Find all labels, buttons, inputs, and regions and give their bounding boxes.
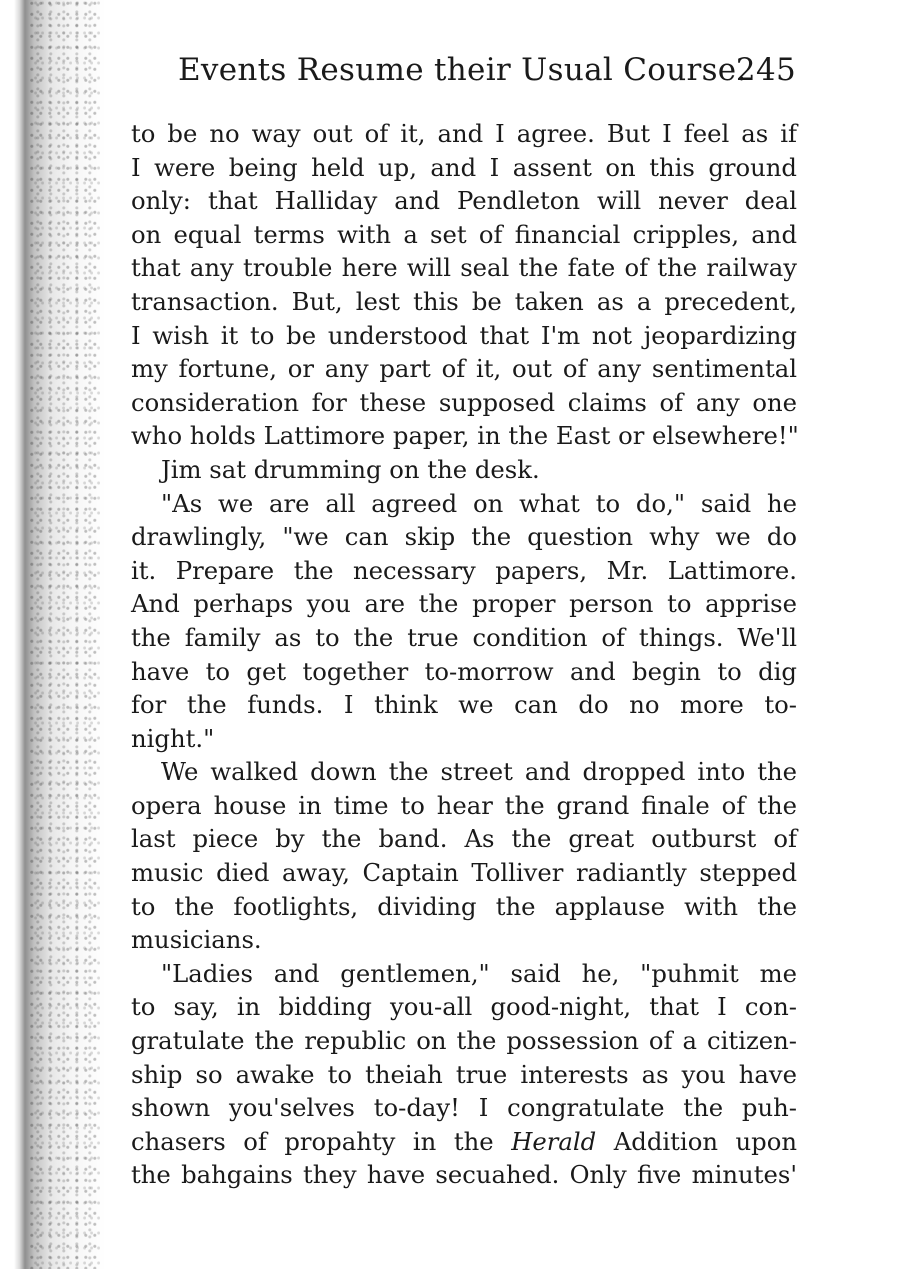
text-line: We walked down the street and dropped into the — [161, 757, 797, 787]
text-line: consideration for these supposed claims of any one — [131, 387, 797, 417]
text-line: I wish it to be understood that I'm not jeopardizing — [131, 320, 797, 350]
text-line: only: that Halliday and Pendleton will never deal — [131, 186, 797, 216]
page-gutter-speckle — [30, 0, 100, 1269]
text-line: on equal terms with a set of financial cripples, and — [131, 219, 797, 249]
text-line: music died away, Captain Tolliver radiantly stepped — [131, 858, 797, 888]
newspaper-name: Herald — [511, 1126, 597, 1156]
text-line: who holds Lattimore paper, in the East or elsewhere!" — [131, 421, 799, 451]
text-line: to the footlights, dividing the applause with the — [131, 891, 797, 921]
text-line: last piece by the band. As the great outburst of — [131, 824, 797, 854]
text-line: my fortune, or any part of it, out of any sentimental — [131, 354, 797, 384]
text-line: the family as to the true condition of things. We'll — [131, 622, 797, 652]
text-line: to say, in bidding you-all good-night, that I con- — [131, 992, 797, 1022]
text-line: transaction. But, lest this be taken as a precedent, — [131, 286, 797, 316]
text-line: chasers of propahty in the Herald Addition upon — [131, 1126, 798, 1156]
text-line: And perhaps you are the proper person to apprise — [131, 589, 797, 619]
text-line: have to get together to-morrow and begin to dig — [131, 656, 797, 686]
text-line: night." — [131, 723, 215, 753]
text-line: Jim sat drumming on the desk. — [161, 454, 540, 484]
text-line: gratulate the republic on the possession of a citizen- — [131, 1026, 797, 1056]
text-line: that any trouble here will seal the fate of the railway — [131, 253, 797, 283]
text-line: the bahgains they have secuahed. Only five minutes' — [131, 1160, 797, 1190]
text-line: "As we are all agreed on what to do," said he — [161, 488, 797, 518]
page-number: 245 — [735, 52, 796, 88]
text-line: drawlingly, "we can skip the question why we do — [131, 522, 797, 552]
text-line: to be no way out of it, and I agree. But I feel as if — [131, 119, 797, 148]
running-head-title: Events Resume their Usual Course. — [178, 52, 747, 88]
text-line: it. Prepare the necessary papers, Mr. Lattimore. — [131, 555, 797, 585]
text-line: ship so awake to theiah true interests as you have — [131, 1059, 797, 1089]
text-line: "Ladies and gentlemen," said he, "puhmit me — [161, 958, 797, 988]
text-line: shown you'selves to-day! I congratulate the puh- — [131, 1093, 797, 1123]
running-header — [178, 52, 800, 94]
text-line: I were being held up, and I assent on this ground — [131, 152, 797, 182]
text-line: for the funds. I think we can do no more to- — [131, 690, 797, 720]
text-line: opera house in time to hear the grand finale of the — [131, 790, 797, 820]
text-line: musicians. — [131, 925, 262, 955]
body-text — [131, 117, 797, 1192]
